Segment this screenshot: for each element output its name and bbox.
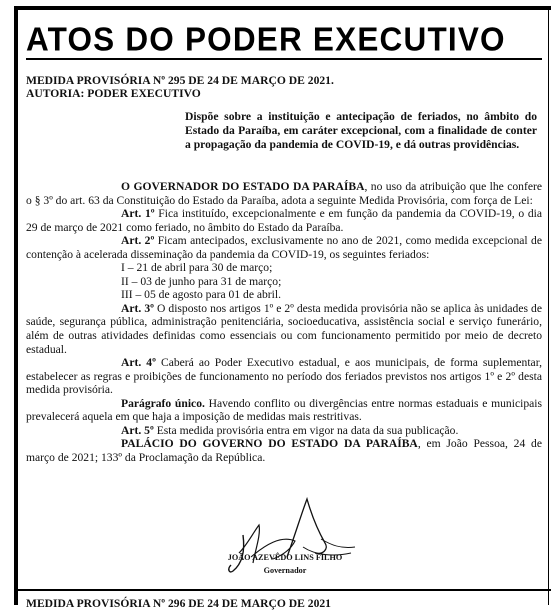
page-edge-rule xyxy=(548,6,549,605)
article-5 xyxy=(26,424,542,438)
signer-name: JOÃO AZEVÊDO LINS FILHO xyxy=(227,553,343,562)
closing-text: , em João Pessoa, 24 de março de 2021; 133º da Proclamação da República. xyxy=(26,437,542,464)
closing-paragraph xyxy=(26,437,542,464)
article-4-label: Art. 4º xyxy=(121,356,156,370)
preamble-authority: O GOVERNADOR DO ESTADO DA PARAÍBA xyxy=(121,180,365,193)
article-3-text: O disposto nos artigos 1º e 2º desta medida provisória não se aplica às unidades de saúde, segurança pública, administração penitenciária, socioeducativa, assistência social e serviço funerário, além de outras atividades definidas como essenciais ou com funcionamento permitido por meio de decreto estadual. xyxy=(26,301,542,356)
article-5-text: Esta medida provisória entra em vigor na data da sua publicação. xyxy=(153,423,459,437)
article-2-text: Ficam antecipados, exclusivamente no ano de 2021, como medida excepcional de contenção à acelerada disseminação da pandemia da COVID-19, os seguintes feriados: xyxy=(26,234,542,261)
preamble-text: , no uso da atribuição que lhe confere o § 3º do art. 63 da Constituição do Estado da Paraíba, adota a seguinte Medida Provisória, com força de Lei: xyxy=(26,180,542,207)
article-3-label: Art. 3º xyxy=(121,301,154,315)
signer-role: Governador xyxy=(263,566,307,575)
article-5-label: Art. 5º xyxy=(121,423,154,437)
article-2-item-2: II – 03 de junho para 31 de março; xyxy=(121,274,282,288)
title-underline xyxy=(26,58,542,60)
ementa-summary: Dispõe sobre a instituição e antecipação de feriados, no âmbito do Estado da Paraíba, em caráter excepcional, com a finalidade de conter a propagação da pandemia de COVID-19, e dá outras providências. xyxy=(185,110,537,152)
article-1-label: Art. 1º xyxy=(121,207,155,221)
preamble-paragraph xyxy=(26,180,542,207)
page-frame-left-rule xyxy=(14,6,18,605)
authorship-line: AUTORIA: PODER EXECUTIVO xyxy=(26,87,201,100)
next-act-heading: MEDIDA PROVISÓRIA Nº 296 DE 24 DE MARÇO DE 2021 xyxy=(26,597,331,610)
article-2-item-1: I – 21 de abril para 30 de março; xyxy=(121,261,273,275)
article-4 xyxy=(26,356,542,397)
article-2-label: Art. 2º xyxy=(121,234,155,248)
article-4-text: Caberá ao Poder Executivo estadual, e aos municipais, de forma suplementar, estabelecer as regras e proibições de funcionamento no período dos feriados previstos nos artigos 1º e 2º desta medida provisória. xyxy=(26,356,542,397)
paragrafo-unico-label: Parágrafo único. xyxy=(121,396,205,410)
article-1-text: Fica instituído, excepcionalmente e em função da pandemia da COVID-19, o dia 29 de março de 2021 como feriado, no âmbito do Estado da Paraíba. xyxy=(26,207,542,234)
closing-palace: PALÁCIO DO GOVERNO DO ESTADO DA PARAÍBA xyxy=(121,437,418,451)
act-body xyxy=(26,180,542,464)
footer-rule xyxy=(18,589,551,591)
paragrafo-unico-text: Havendo conflito ou divergências entre normas estaduais e municipais prevalecerá aquela em que haja a imposição de medidas mais restritivas. xyxy=(26,396,542,424)
article-2 xyxy=(26,234,542,261)
handwritten-signature xyxy=(225,495,365,575)
paragrafo-unico xyxy=(26,397,542,424)
page-frame-top-rule xyxy=(14,6,551,10)
article-1 xyxy=(26,207,542,234)
article-3 xyxy=(26,302,542,356)
act-heading: MEDIDA PROVISÓRIA Nº 295 DE 24 DE MARÇO DE 2021. xyxy=(26,74,334,87)
section-title: ATOS DO PODER EXECUTIVO xyxy=(26,19,506,58)
article-2-item-3: III – 05 de agosto para 01 de abril. xyxy=(121,288,282,302)
